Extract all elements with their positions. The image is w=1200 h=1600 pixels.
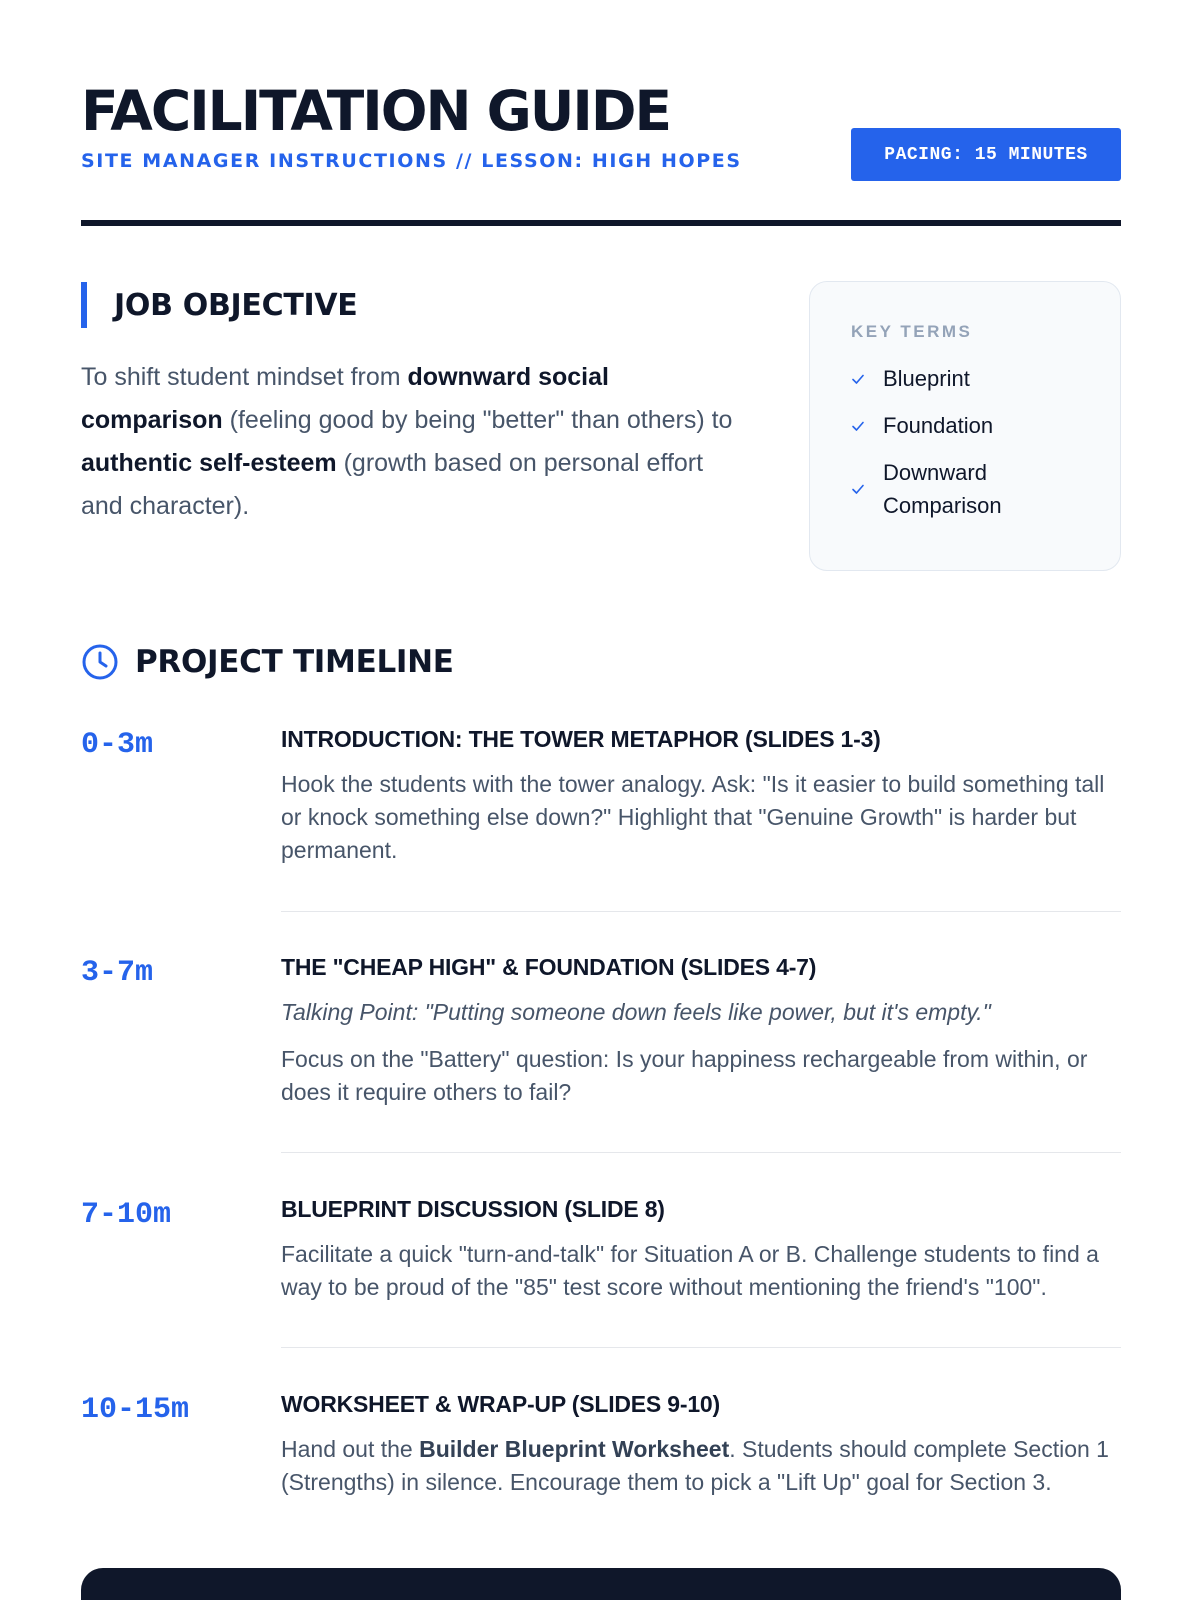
key-term-item <box>851 409 1120 442</box>
timeline-time: 10-15m <box>81 1393 190 1427</box>
key-term-label: Foundation <box>883 413 994 438</box>
job-objective-text <box>81 356 741 528</box>
footer-banner <box>81 1568 1121 1600</box>
key-terms-card <box>809 281 1121 571</box>
objective-text-part: (growth based on personal effort and character). <box>81 449 704 520</box>
key-terms-list <box>851 362 1120 522</box>
timeline-entry-title: INTRODUCTION: THE TOWER METAPHOR (SLIDES 1-3) <box>281 726 881 752</box>
key-term-label: Blueprint <box>883 366 970 391</box>
timeline-entry-title: THE "CHEAP HIGH" & FOUNDATION (SLIDES 4-7) <box>281 954 817 980</box>
key-term-item <box>851 362 1120 395</box>
timeline-entry-text: Focus on the "Battery" question: Is your happiness rechargeable from within, or does it require others to fail? <box>281 1046 1088 1105</box>
header-divider <box>81 220 1121 226</box>
job-objective-title: JOB OBJECTIVE <box>114 287 358 323</box>
timeline-entry-text <box>281 1433 1121 1499</box>
timeline-time: 0-3m <box>81 728 154 762</box>
key-term-label: Downward Comparison <box>883 460 1002 518</box>
check-icon <box>851 482 865 496</box>
project-timeline-heading <box>81 642 454 682</box>
timeline-body <box>281 724 1121 867</box>
check-icon <box>851 372 865 386</box>
timeline-entry-title: WORKSHEET & WRAP-UP (SLIDES 9-10) <box>281 1391 720 1417</box>
entry-text-part: . Students should complete Section 1 (Strengths) in silence. Encourage them to pick a "Lift Up" goal for Section 3. <box>281 1436 1109 1495</box>
job-objective-heading <box>81 282 741 328</box>
timeline-entry-title: BLUEPRINT DISCUSSION (SLIDE 8) <box>281 1196 665 1222</box>
worksheet-name: Builder Blueprint Worksheet <box>419 1436 730 1462</box>
key-term-item <box>851 456 1120 522</box>
timeline-entry-text: Facilitate a quick "turn-and-talk" for Situation A or B. Challenge students to find a way to be proud of the "85" test score without mentioning the friend's "100". <box>281 1241 1099 1300</box>
project-timeline-title: PROJECT TIMELINE <box>135 644 454 680</box>
check-icon <box>851 419 865 433</box>
timeline-entry-text: Hook the students with the tower analogy. Ask: "Is it easier to build something tall or knock something else down?" Highlight that "Genuine Growth" is harder but permanent. <box>281 771 1105 863</box>
timeline-talking-point: Talking Point: "Putting someone down feels like power, but it's empty." <box>281 999 991 1025</box>
timeline-body <box>281 1194 1121 1304</box>
job-objective-section <box>81 282 741 528</box>
timeline-body <box>281 1389 1121 1499</box>
timeline-time: 3-7m <box>81 956 154 990</box>
timeline-divider <box>281 911 1121 912</box>
timeline-divider <box>281 1152 1121 1153</box>
header <box>81 80 1121 226</box>
objective-text-part: (feeling good by being "better" than others) to <box>222 406 733 434</box>
objective-text-part: To shift student mindset from <box>81 363 408 391</box>
accent-bar <box>81 282 87 328</box>
timeline-body <box>281 952 1121 1109</box>
facilitation-guide-page <box>81 0 1121 1600</box>
key-terms-title: KEY TERMS <box>851 322 973 341</box>
timeline-time: 7-10m <box>81 1198 172 1232</box>
page-title: FACILITATION GUIDE <box>81 79 671 143</box>
timeline-divider <box>281 1347 1121 1348</box>
objective-emphasis: downward social comparison <box>81 363 609 434</box>
entry-text-part: Hand out the <box>281 1436 420 1462</box>
page-subtitle: SITE MANAGER INSTRUCTIONS // LESSON: HIGH HOPES <box>81 150 742 172</box>
clock-icon <box>81 643 119 681</box>
objective-emphasis: authentic self-esteem <box>81 449 337 477</box>
pacing-badge: PACING: 15 MINUTES <box>851 128 1121 181</box>
